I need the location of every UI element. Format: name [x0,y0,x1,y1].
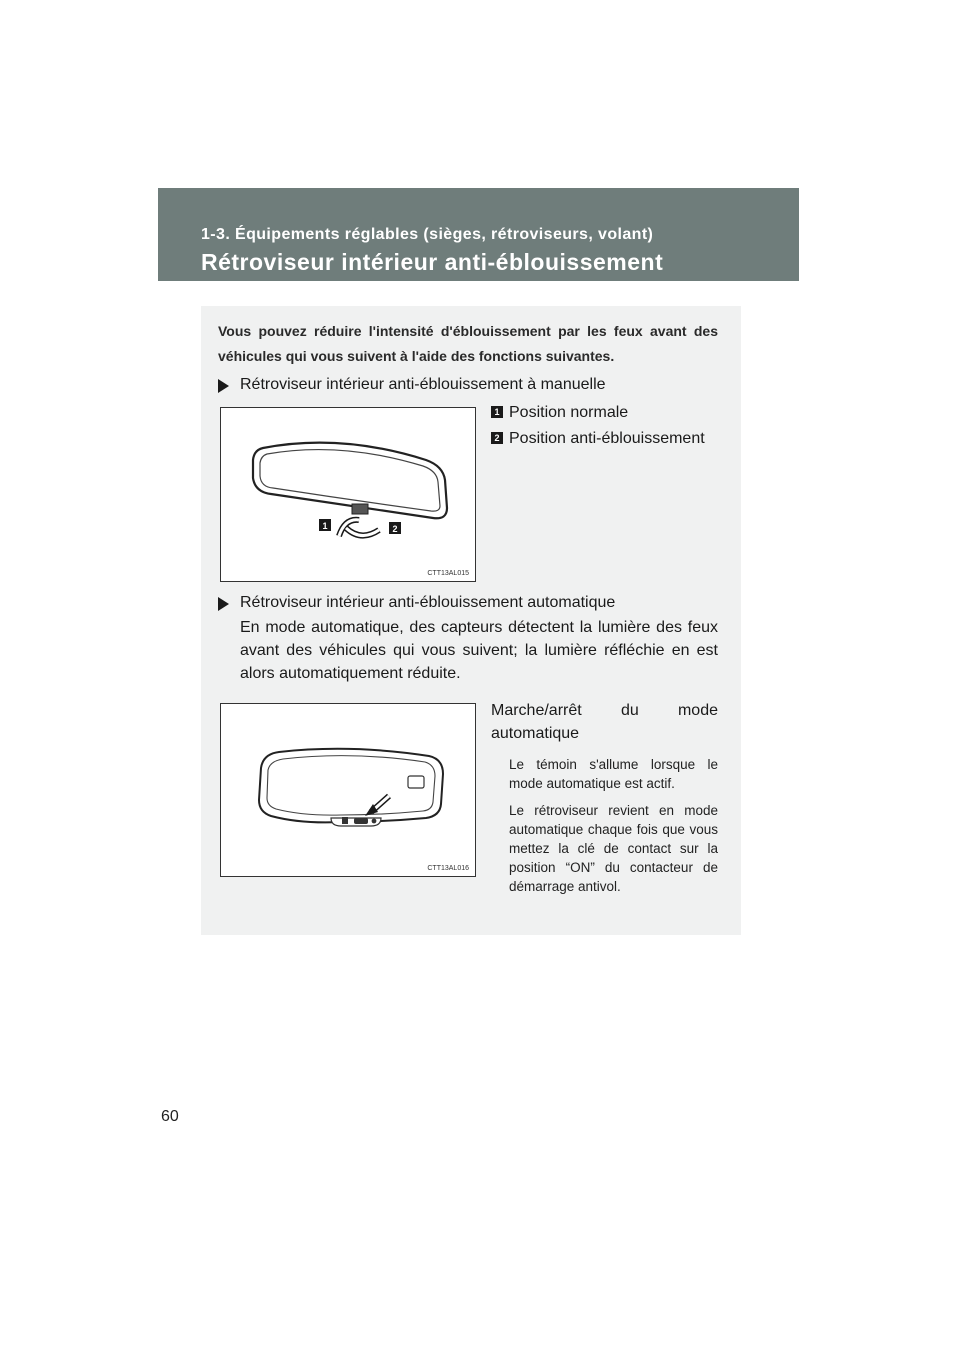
manual-mirror-illustration [221,408,475,581]
page-title: Rétroviseur intérieur anti-éblouissement [201,249,664,275]
item-label: Position normale [509,404,629,421]
intro-text: Vous pouvez réduire l'intensité d'éblouissement par les feux avant des véhicules qui vous suivent à l'aide des fonctions suivantes. [218,323,718,364]
switch-label: Marche/arrêt du mode automatique [491,702,718,742]
callout-2-text: 2 [392,524,398,534]
figure-code: CTT13AL015 [427,570,469,577]
auto-mirror-illustration [221,704,475,876]
item-normal-position [491,402,628,424]
mirror-frame-shape [253,443,447,519]
page-number: 60 [161,1108,179,1125]
switch-button-shape [354,818,368,824]
number-badge: 1 [491,406,503,418]
figure-code: CTT13AL016 [427,865,469,872]
callout-1-text: 1 [322,521,328,531]
item-antiglare-position [491,428,705,450]
mirror-tab-shape [352,504,368,514]
number-badge: 2 [491,432,503,444]
sensor-dot-shape [372,819,377,824]
auto-mirror-description: En mode automatique, des capteurs détectent la lumière des feux avant des véhicules qui vous suivent; la lumière réfléchie en est alors automatiquement réduite. [240,619,718,682]
section-label: 1-3. Équipements réglables (sièges, rétroviseurs, volant) [201,226,654,243]
triangle-bullet-icon [218,379,229,393]
item-label: Position anti-éblouissement [509,430,705,447]
manual-mirror-figure [220,407,476,582]
auto-mirror-figure [220,703,476,877]
triangle-bullet-icon [218,597,229,611]
indicator-shape [342,817,348,824]
note-indicator: Le témoin s'allume lorsque le mode automatique est actif. [509,757,718,791]
note-auto-reset: Le rétroviseur revient en mode automatique chaque fois que vous mettez la clé de contact sur la position “ON” du contacteur de démarrage antivol. [509,803,718,894]
